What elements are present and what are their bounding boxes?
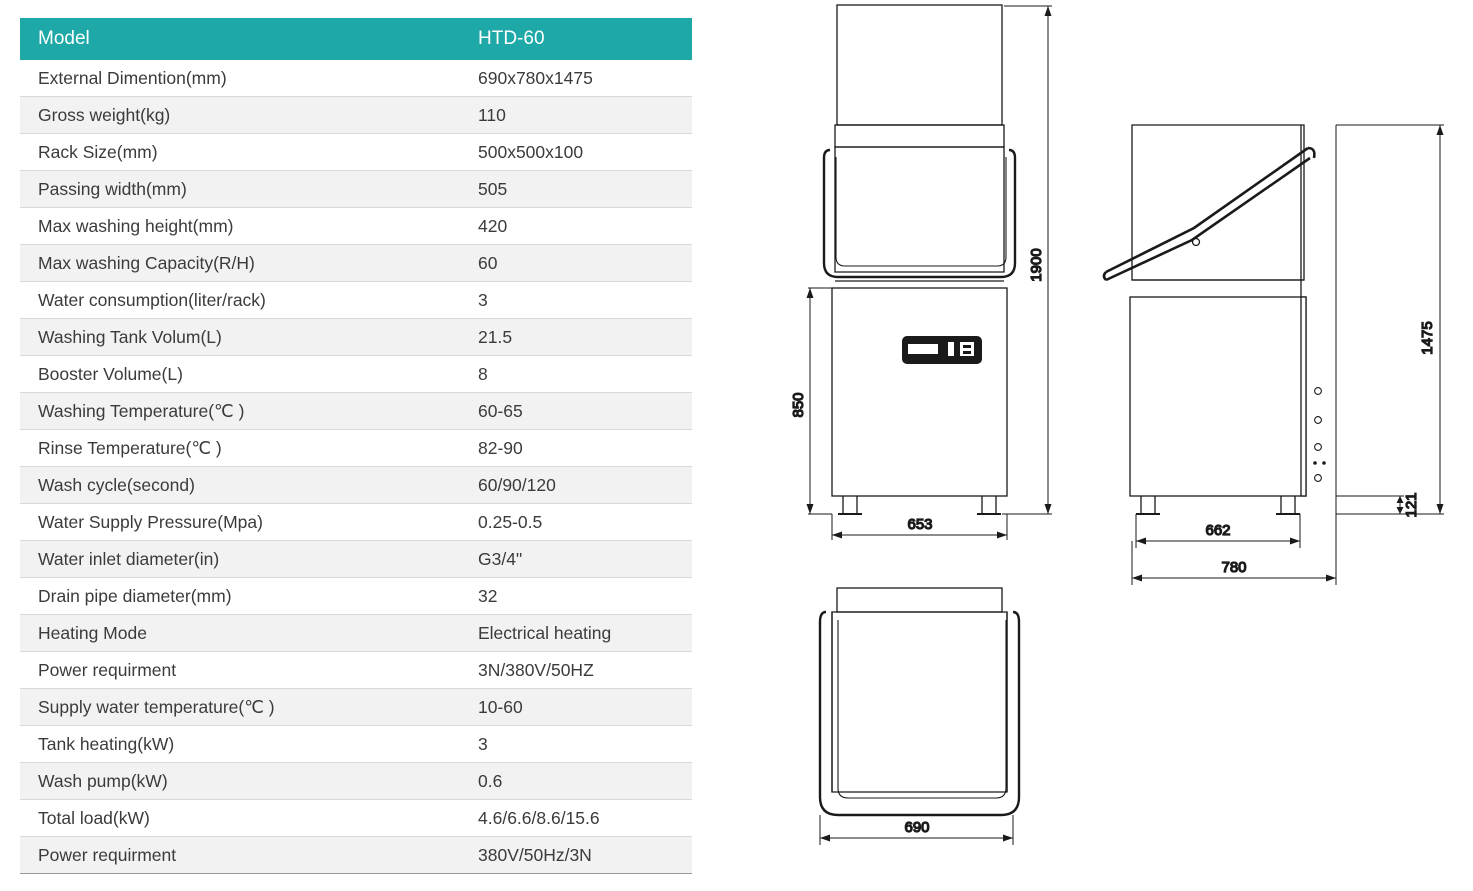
dim-body-width: 653 <box>907 516 933 533</box>
side-view-drawing <box>1104 125 1314 514</box>
spec-label: Rack Size(mm) <box>20 134 468 171</box>
spec-label: Water Supply Pressure(Mpa) <box>20 504 468 541</box>
spec-label: Wash pump(kW) <box>20 763 468 800</box>
table-row <box>20 763 692 800</box>
spec-value: 690x780x1475 <box>468 60 692 97</box>
spec-value: 10-60 <box>468 689 692 726</box>
spec-label: Washing Temperature(℃ ) <box>20 393 468 430</box>
spec-value: 21.5 <box>468 319 692 356</box>
spec-label: Booster Volume(L) <box>20 356 468 393</box>
spec-value: 8 <box>468 356 692 393</box>
spec-value: 505 <box>468 171 692 208</box>
header-cell-model: Model <box>20 18 468 60</box>
side-control-dots <box>1315 388 1322 482</box>
spec-value: 500x500x100 <box>468 134 692 171</box>
dim-machine-height: 1475 <box>1419 321 1436 355</box>
table-row <box>20 689 692 726</box>
table-row <box>20 430 692 467</box>
dim-overall-depth: 780 <box>1221 559 1247 576</box>
spec-label: Power requirment <box>20 652 468 689</box>
table-row <box>20 356 692 393</box>
spec-value: 60/90/120 <box>468 467 692 504</box>
header-cell-model-value: HTD-60 <box>468 18 692 60</box>
spec-value: Electrical heating <box>468 615 692 652</box>
table-row <box>20 726 692 763</box>
spec-value: 0.6 <box>468 763 692 800</box>
table-header-row <box>20 18 692 60</box>
table-row <box>20 652 692 689</box>
table-header <box>20 18 692 60</box>
spec-label: Water inlet diameter(in) <box>20 541 468 578</box>
table-row <box>20 319 692 356</box>
table-row <box>20 245 692 282</box>
table-row <box>20 541 692 578</box>
spec-label: External Dimention(mm) <box>20 60 468 97</box>
spec-value: 3 <box>468 282 692 319</box>
table-row <box>20 504 692 541</box>
table-row <box>20 800 692 837</box>
spec-value: 3 <box>468 726 692 763</box>
spec-value: 32 <box>468 578 692 615</box>
table-row <box>20 97 692 134</box>
table-body <box>20 60 692 874</box>
spec-label: Total load(kW) <box>20 800 468 837</box>
table-row <box>20 393 692 430</box>
table-row <box>20 615 692 652</box>
spec-label: Power requirment <box>20 837 468 874</box>
spec-value: 3N/380V/50HZ <box>468 652 692 689</box>
table-row <box>20 171 692 208</box>
spec-value: 60-65 <box>468 393 692 430</box>
dim-overall-width: 690 <box>904 819 930 836</box>
technical-drawings <box>780 0 1473 891</box>
dim-body-depth: 662 <box>1205 522 1231 539</box>
front-view-dimensions <box>807 6 1053 540</box>
spec-value: 0.25-0.5 <box>468 504 692 541</box>
table-row <box>20 578 692 615</box>
spec-label: Max washing Capacity(R/H) <box>20 245 468 282</box>
spec-label: Passing width(mm) <box>20 171 468 208</box>
dim-body-height: 850 <box>790 392 807 418</box>
table-row <box>20 467 692 504</box>
spec-label: Supply water temperature(℃ ) <box>20 689 468 726</box>
spec-label: Rinse Temperature(℃ ) <box>20 430 468 467</box>
table-row <box>20 134 692 171</box>
spec-label: Tank heating(kW) <box>20 726 468 763</box>
spec-label: Gross weight(kg) <box>20 97 468 134</box>
spec-label: Wash cycle(second) <box>20 467 468 504</box>
spec-label: Water consumption(liter/rack) <box>20 282 468 319</box>
side-view-dimensions <box>1132 125 1444 585</box>
table-row <box>20 60 692 97</box>
side-control-small-dots <box>1313 461 1326 465</box>
spec-label: Max washing height(mm) <box>20 208 468 245</box>
spec-value: 380V/50Hz/3N <box>468 837 692 874</box>
front-view-drawing <box>824 5 1015 514</box>
spec-value: 82-90 <box>468 430 692 467</box>
spec-label: Drain pipe diameter(mm) <box>20 578 468 615</box>
table-row <box>20 837 692 874</box>
spec-value: 60 <box>468 245 692 282</box>
dim-overall-height: 1900 <box>1028 248 1045 282</box>
spec-value: 4.6/6.6/8.6/15.6 <box>468 800 692 837</box>
spec-label: Heating Mode <box>20 615 468 652</box>
spec-label: Washing Tank Volum(L) <box>20 319 468 356</box>
top-view-drawing <box>820 588 1019 815</box>
dim-leg-height: 121 <box>1403 492 1420 518</box>
table-row <box>20 282 692 319</box>
spec-value: G3/4" <box>468 541 692 578</box>
spec-value: 420 <box>468 208 692 245</box>
specification-table-container <box>20 18 692 874</box>
spec-value: 110 <box>468 97 692 134</box>
specification-table <box>20 18 692 874</box>
control-panel-graphic <box>902 336 982 364</box>
table-row <box>20 208 692 245</box>
